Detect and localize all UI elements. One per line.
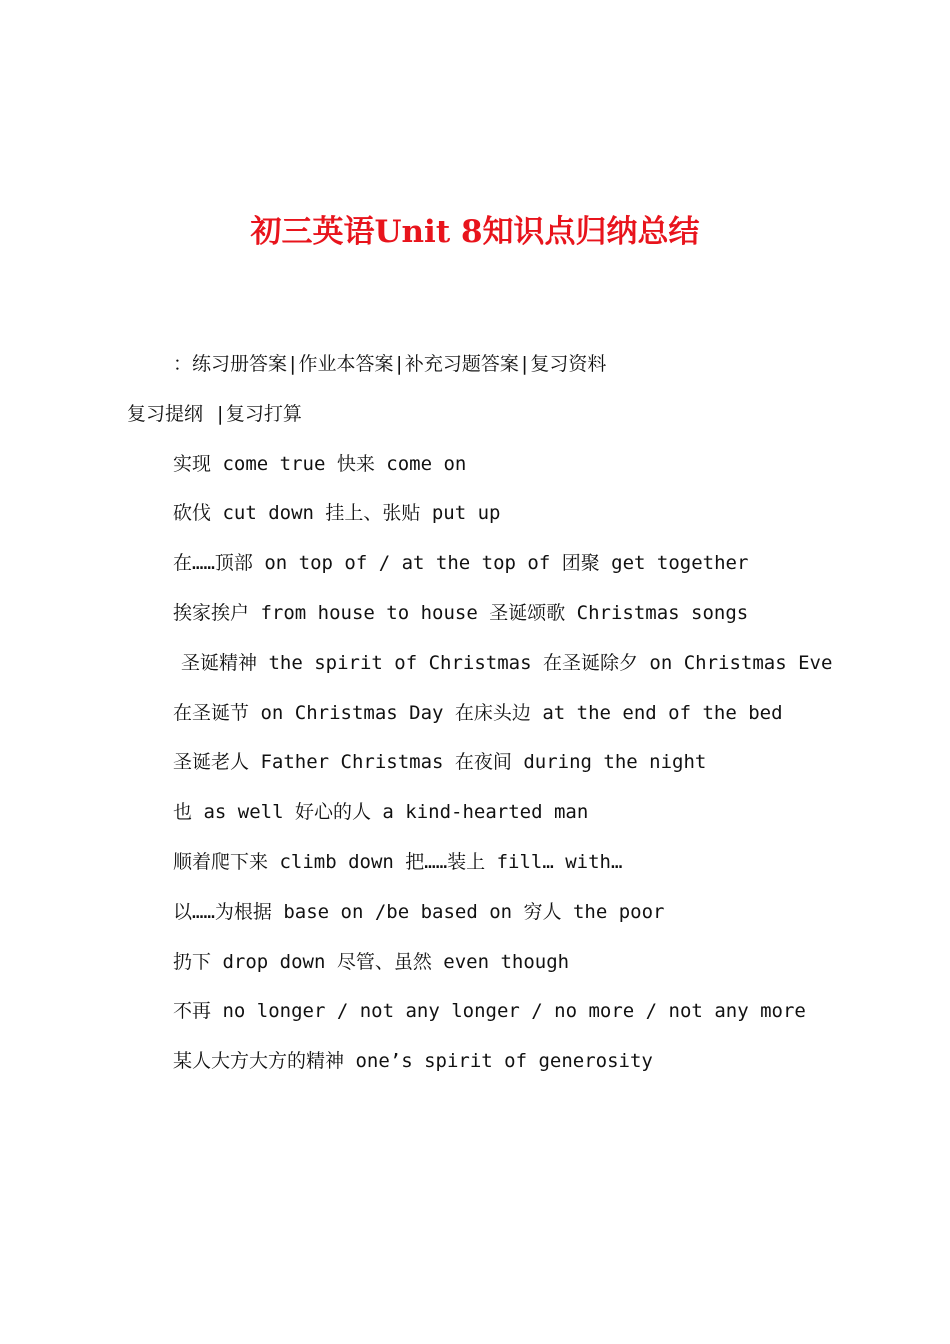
- phrase-line: 以……为根据 base on /be based on 穷人 the poor: [173, 900, 665, 923]
- phrase-line: 顺着爬下来 climb down 把……装上 fill… with…: [173, 850, 623, 873]
- phrase-line: 实现 come true 快来 come on: [173, 452, 467, 475]
- phrase-line: 也 as well 好心的人 a kind-hearted man: [173, 801, 589, 824]
- phrase-line: 某人大方大方的精神 one’s spirit of generosity: [173, 1050, 653, 1073]
- document-body: [127, 340, 837, 1087]
- phrase-line: 圣诞老人 Father Christmas 在夜间 during the night: [173, 751, 707, 774]
- document-title: 初三英语Unit 8知识点归纳总结: [250, 214, 700, 250]
- phrase-line: 砍伐 cut down 挂上、张贴 put up: [173, 502, 501, 525]
- phrase-line: 在……顶部 on top of / at the top of 团聚 get together: [173, 552, 749, 575]
- phrase-line: 在圣诞节 on Christmas Day 在床头边 at the end of the bed: [173, 701, 783, 724]
- phrase-line: 不再 no longer / not any longer / no more / not any more: [173, 1000, 806, 1023]
- intro-line-1: ：练习册答案|作业本答案|补充习题答案|复习资料: [173, 353, 607, 375]
- phrase-line: 扔下 drop down 尽管、虽然 even though: [173, 950, 570, 973]
- phrase-line: 圣诞精神 the spirit of Christmas 在圣诞除夕 on Christmas Eve: [181, 651, 833, 674]
- phrase-line: 挨家挨户 from house to house 圣诞颂歌 Christmas songs: [173, 601, 749, 624]
- intro-line-2: 复习提纲 |复习打算: [127, 402, 302, 425]
